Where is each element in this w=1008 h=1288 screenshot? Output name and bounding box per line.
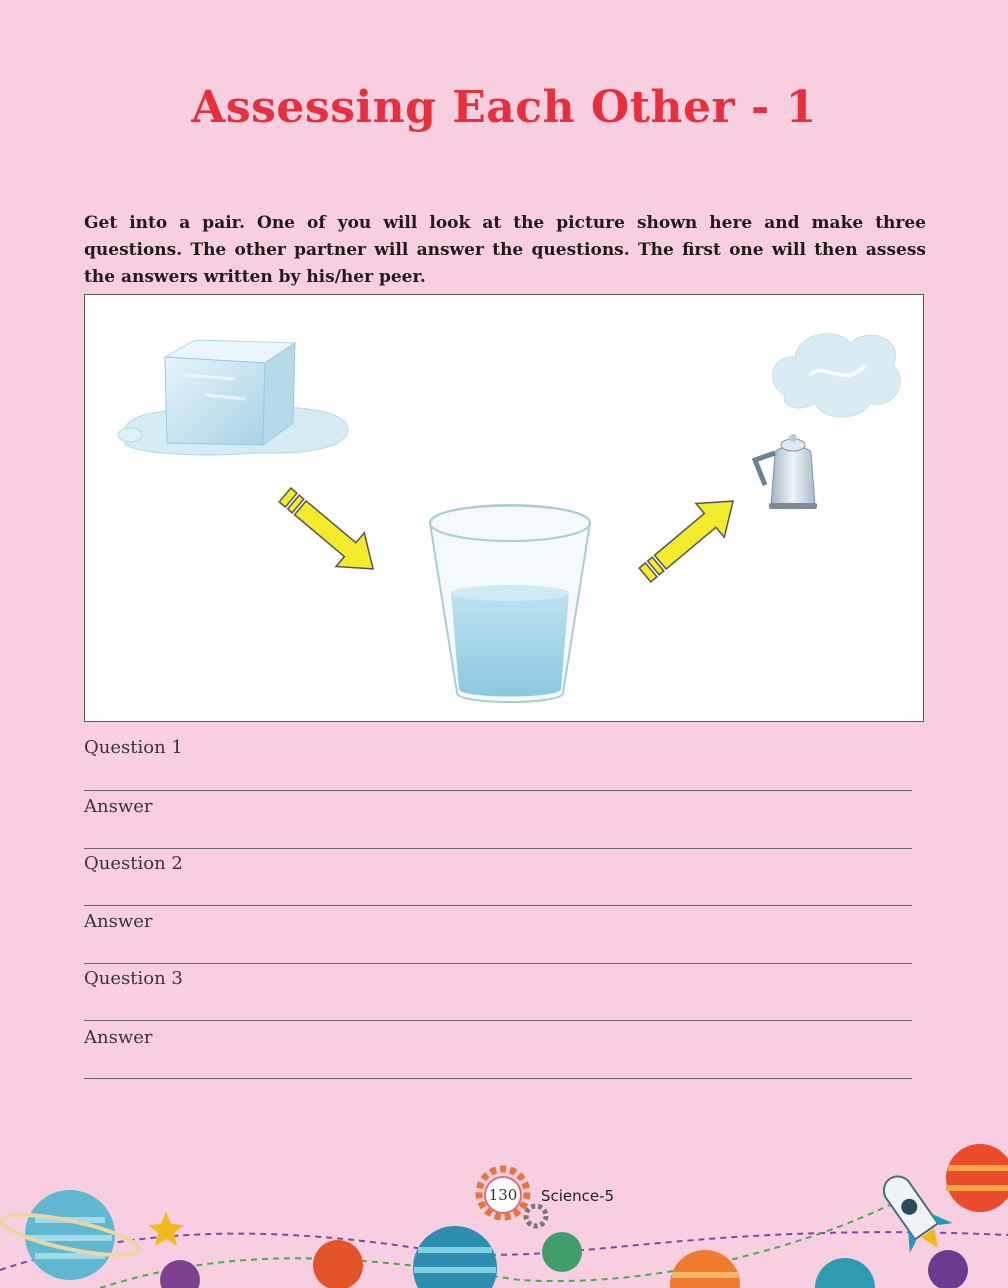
book-title: Science-5 (541, 1187, 615, 1205)
kettle (755, 434, 817, 509)
question-1-line[interactable] (84, 790, 912, 791)
planet-striped-orange (670, 1250, 740, 1288)
planet-teal-small (815, 1258, 875, 1288)
answer-3-label: Answer (84, 1027, 153, 1048)
question-1-label: Question 1 (84, 737, 183, 758)
answer-3-line[interactable] (84, 1078, 912, 1079)
rocket-icon (868, 1164, 959, 1263)
question-3-label: Question 3 (84, 968, 183, 989)
answer-1-line[interactable] (84, 848, 912, 849)
melting-ice-cube (118, 340, 348, 455)
page-title: Assessing Each Other - 1 (191, 82, 817, 133)
states-of-water-illustration (85, 295, 923, 721)
steam-cloud (773, 334, 901, 417)
planet-ringed-blue (0, 1190, 141, 1280)
instructions-text: Get into a pair. One of you will look at the picture shown here and make three questions. The other partner will answer the questions. The first one will then assess the answers written by his/her peer. (84, 213, 926, 287)
star-icon (148, 1212, 184, 1246)
glass-of-water (430, 505, 590, 702)
planet-orange (313, 1240, 363, 1288)
planet-earth (542, 1232, 582, 1272)
answer-1-label: Answer (84, 796, 153, 817)
picture-box (84, 294, 924, 722)
planet-purple (160, 1260, 200, 1288)
question-2-label: Question 2 (84, 853, 183, 874)
answer-2-label: Answer (84, 911, 153, 932)
planet-purple-small (928, 1250, 968, 1288)
space-footer-decoration (0, 1140, 1008, 1288)
page-number-badge: 130 (484, 1176, 522, 1214)
arrow-down-right (271, 478, 387, 586)
answer-2-line[interactable] (84, 963, 912, 964)
question-2-line[interactable] (84, 905, 912, 906)
planet-striped-teal (413, 1226, 497, 1288)
question-3-line[interactable] (84, 1020, 912, 1021)
arrow-up-right (631, 484, 747, 592)
planet-striped-red (946, 1144, 1008, 1212)
